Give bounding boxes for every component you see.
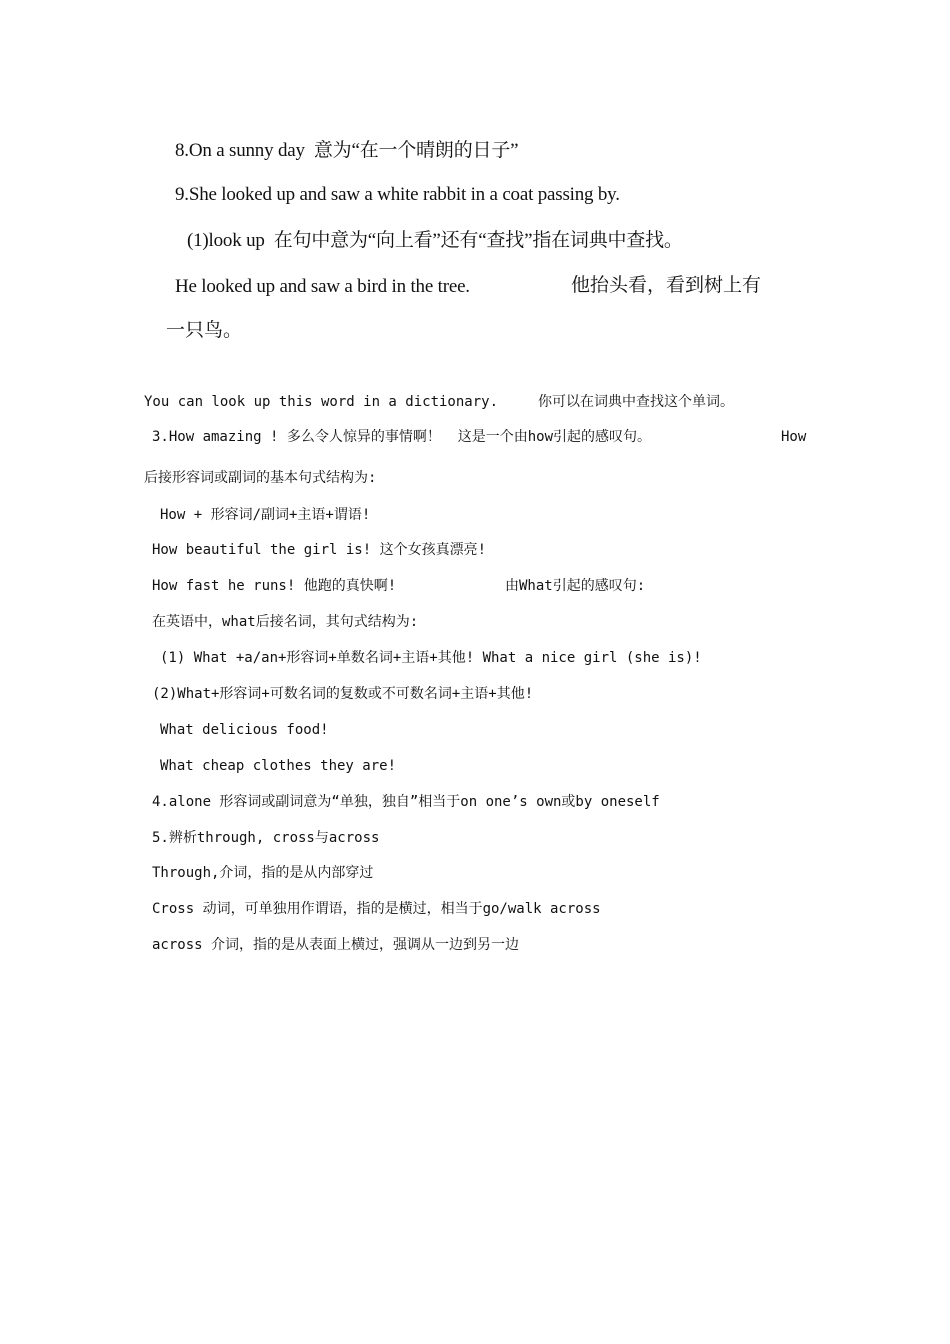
example-how-beautiful: How beautiful the girl is! 这个女孩真漂亮! [152,542,487,558]
example-dictionary-cn: 你可以在词典中查找这个单词。 [538,394,734,410]
note-how-structure-intro: 后接形容词或副词的基本句式结构为: [144,470,377,486]
note-what-structure: 在英语中，what后接名词，其句式结构为: [152,614,419,630]
note-line-9: 9.She looked up and saw a white rabbit in a coat passing by. [175,184,620,205]
note-line-8: 8.On a sunny day 意为“在一个晴朗的日子” [175,140,519,161]
example-what-food: What delicious food! [160,722,329,738]
formula-what-plural: (2)What+形容词+可数名词的复数或不可数名词+主语+其他! [152,686,534,702]
example-dictionary-en: You can look up this word in a dictionary. [144,394,499,410]
example-how-fast: How fast he runs! 他跑的真快啊! [152,578,397,594]
example-sentence-bird-en: He looked up and saw a bird in the tree. [175,276,470,297]
example-sentence-bird-cn-cont: 一只鸟。 [166,319,243,341]
note-how-amazing: 3.How amazing ! 多么令人惊异的事情啊！ 这是一个由how引起的感叹句。 [152,429,652,445]
formula-how: How + 形容词/副词+主语+谓语! [160,507,371,523]
note-across: across 介词，指的是从表面上横过，强调从一边到另一边 [152,937,519,953]
note-cross: Cross 动词，可单独用作谓语，指的是横过，相当于go/walk across [152,901,601,917]
example-sentence-bird-cn: 他抬头看，看到树上有 [571,274,762,296]
note-alone: 4.alone 形容词或副词意为“单独，独自”相当于on one’s own或by oneself [152,794,660,810]
note-what-intro: 由What引起的感叹句: [505,578,646,594]
note-through-cross-across: 5.辨析through, cross与across [152,830,380,846]
formula-what-singular: (1) What +a/an+形容词+单数名词+主语+其他! What a nice girl (she is)! [160,650,702,666]
note-line-look-up: (1)look up 在句中意为“向上看”还有“查找”指在词典中查找。 [187,230,683,251]
note-how-amazing-right: How [781,429,807,445]
note-through: Through,介词，指的是从内部穿过 [152,865,374,881]
example-what-clothes: What cheap clothes they are! [160,758,397,774]
